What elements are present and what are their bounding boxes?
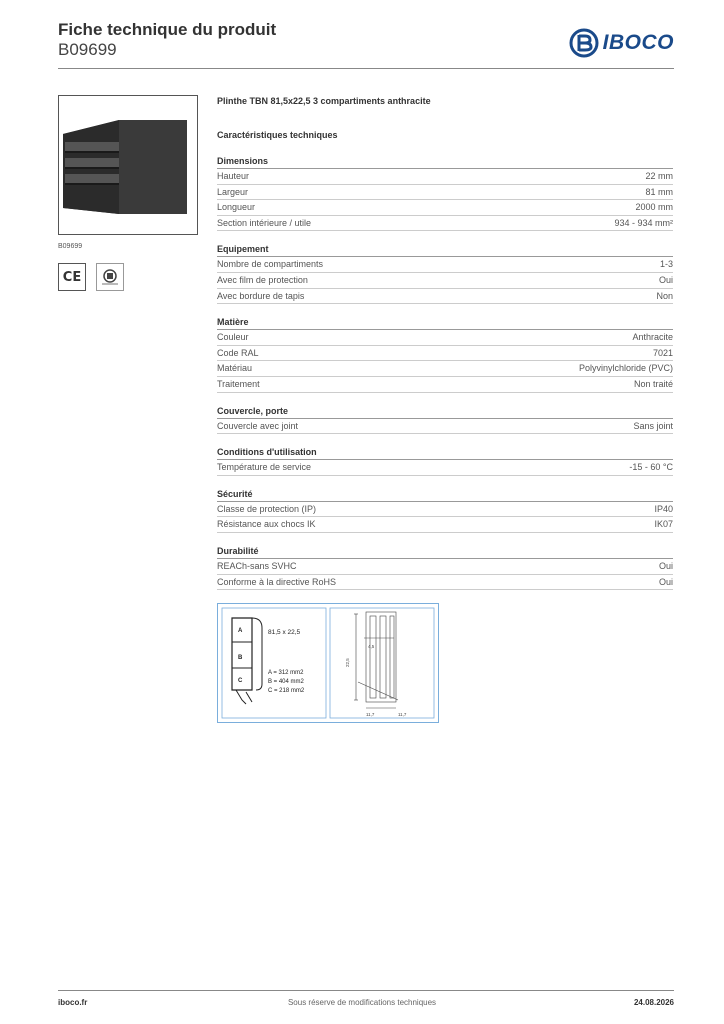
spec-group bbox=[217, 156, 673, 231]
spec-value: 7021 bbox=[652, 347, 673, 358]
spec-label: Résistance aux chocs IK bbox=[217, 519, 316, 530]
spec-group bbox=[217, 317, 673, 392]
spec-label: Classe de protection (IP) bbox=[217, 503, 317, 514]
product-image bbox=[58, 95, 198, 235]
certification-icon bbox=[96, 263, 124, 291]
drawing-area-a: A = 312 mm2 bbox=[268, 670, 304, 676]
spec-label: Largeur bbox=[217, 186, 249, 197]
iboco-logo-icon bbox=[569, 28, 599, 58]
spec-row bbox=[217, 200, 673, 216]
spec-label: Couvercle avec joint bbox=[217, 420, 299, 431]
page-header bbox=[58, 20, 276, 60]
spec-row bbox=[217, 185, 673, 201]
drawing-dim-1: 11,7 bbox=[366, 712, 375, 717]
spec-label: Nombre de compartiments bbox=[217, 259, 324, 270]
spec-label: Hauteur bbox=[217, 171, 250, 181]
drawing-label-a: A bbox=[238, 628, 243, 634]
spec-value: 2000 mm bbox=[635, 202, 673, 213]
drawing-dim-3: 4,5 bbox=[368, 644, 375, 649]
footer-disclaimer: Sous réserve de modifications techniques bbox=[287, 998, 437, 1007]
spec-label: Section intérieure / utile bbox=[217, 217, 312, 228]
spec-row bbox=[217, 289, 673, 305]
spec-row bbox=[217, 377, 673, 393]
drawing-label-b: B bbox=[238, 655, 243, 661]
spec-value: Sans joint bbox=[633, 420, 673, 431]
spec-group-title: Couvercle, porte bbox=[217, 406, 673, 419]
spec-group bbox=[217, 447, 673, 476]
spec-value: 81 mm bbox=[645, 186, 673, 197]
spec-group bbox=[217, 244, 673, 304]
spec-group-title: Sécurité bbox=[217, 489, 673, 502]
product-reference: B09699 bbox=[58, 40, 117, 59]
image-caption: B09699 bbox=[58, 243, 83, 250]
spec-group-title: Equipement bbox=[217, 244, 673, 257]
spec-row bbox=[217, 273, 673, 289]
ce-mark-icon: CE bbox=[58, 263, 86, 291]
spec-row bbox=[217, 517, 673, 533]
spec-value: Oui bbox=[658, 560, 673, 571]
drawing-label-c: C bbox=[238, 678, 243, 684]
spec-row bbox=[217, 169, 673, 185]
spec-group-title: Dimensions bbox=[217, 156, 673, 169]
spec-row bbox=[217, 257, 673, 273]
spec-row bbox=[217, 502, 673, 518]
drawing-dim-2: 11,7 bbox=[398, 712, 407, 717]
spec-label: Couleur bbox=[217, 332, 249, 343]
spec-label: Avec bordure de tapis bbox=[217, 290, 305, 301]
product-name: Plinthe TBN 81,5x22,5 3 compartiments anthracite bbox=[217, 96, 431, 106]
spec-group bbox=[217, 546, 673, 590]
spec-value: IK07 bbox=[654, 519, 673, 530]
brand-logo bbox=[569, 28, 674, 58]
spec-label: Avec film de protection bbox=[217, 274, 308, 285]
spec-row bbox=[217, 575, 673, 591]
spec-row bbox=[217, 361, 673, 377]
footer-site: iboco.fr bbox=[58, 998, 88, 1007]
spec-value: Non bbox=[656, 290, 673, 301]
spec-group bbox=[217, 489, 673, 533]
footer-divider bbox=[58, 990, 674, 991]
spec-row bbox=[217, 216, 673, 232]
spec-row bbox=[217, 346, 673, 362]
spec-value: Oui bbox=[658, 274, 673, 285]
spec-value: 934 - 934 mm² bbox=[614, 217, 673, 228]
spec-label: Conforme à la directive RoHS bbox=[217, 576, 337, 587]
spec-group-title: Matière bbox=[217, 317, 673, 330]
spec-row bbox=[217, 419, 673, 435]
tech-heading: Caractéristiques techniques bbox=[217, 130, 338, 140]
spec-value: -15 - 60 °C bbox=[629, 462, 673, 473]
spec-row bbox=[217, 330, 673, 346]
spec-value: 1-3 bbox=[659, 259, 673, 270]
drawing-area-b: B = 404 mm2 bbox=[268, 679, 304, 685]
spec-value: Polyvinylchloride (PVC) bbox=[578, 363, 673, 374]
logo-wordmark: IBOCO bbox=[602, 31, 674, 54]
spec-label: Code RAL bbox=[217, 347, 259, 358]
spec-row bbox=[217, 460, 673, 476]
spec-label: REACh-sans SVHC bbox=[217, 560, 297, 571]
spec-value: Oui bbox=[658, 576, 673, 587]
spec-value: Anthracite bbox=[632, 332, 673, 343]
drawing-area-c: C = 218 mm2 bbox=[268, 688, 305, 694]
spec-row bbox=[217, 559, 673, 575]
drawing-size-label: 81,5 x 22,5 bbox=[268, 629, 301, 636]
spec-label: Température de service bbox=[217, 462, 312, 473]
spec-groups bbox=[217, 156, 673, 590]
technical-drawing bbox=[217, 603, 439, 723]
spec-value: 22 mm bbox=[645, 171, 673, 181]
spec-label: Traitement bbox=[217, 378, 260, 389]
spec-value: IP40 bbox=[654, 503, 673, 514]
spec-label: Longueur bbox=[217, 202, 256, 213]
spec-sheet bbox=[217, 96, 673, 619]
spec-group bbox=[217, 406, 673, 435]
spec-group-title: Durabilité bbox=[217, 546, 673, 559]
header-divider bbox=[58, 68, 674, 69]
page-title: Fiche technique du produit bbox=[58, 20, 277, 39]
footer-date: 24.08.2026 bbox=[633, 998, 674, 1007]
spec-group-title: Conditions d'utilisation bbox=[217, 447, 673, 460]
drawing-dim-4: 22,5 bbox=[345, 658, 350, 667]
spec-value: Non traité bbox=[633, 378, 673, 389]
spec-label: Matériau bbox=[217, 363, 253, 374]
